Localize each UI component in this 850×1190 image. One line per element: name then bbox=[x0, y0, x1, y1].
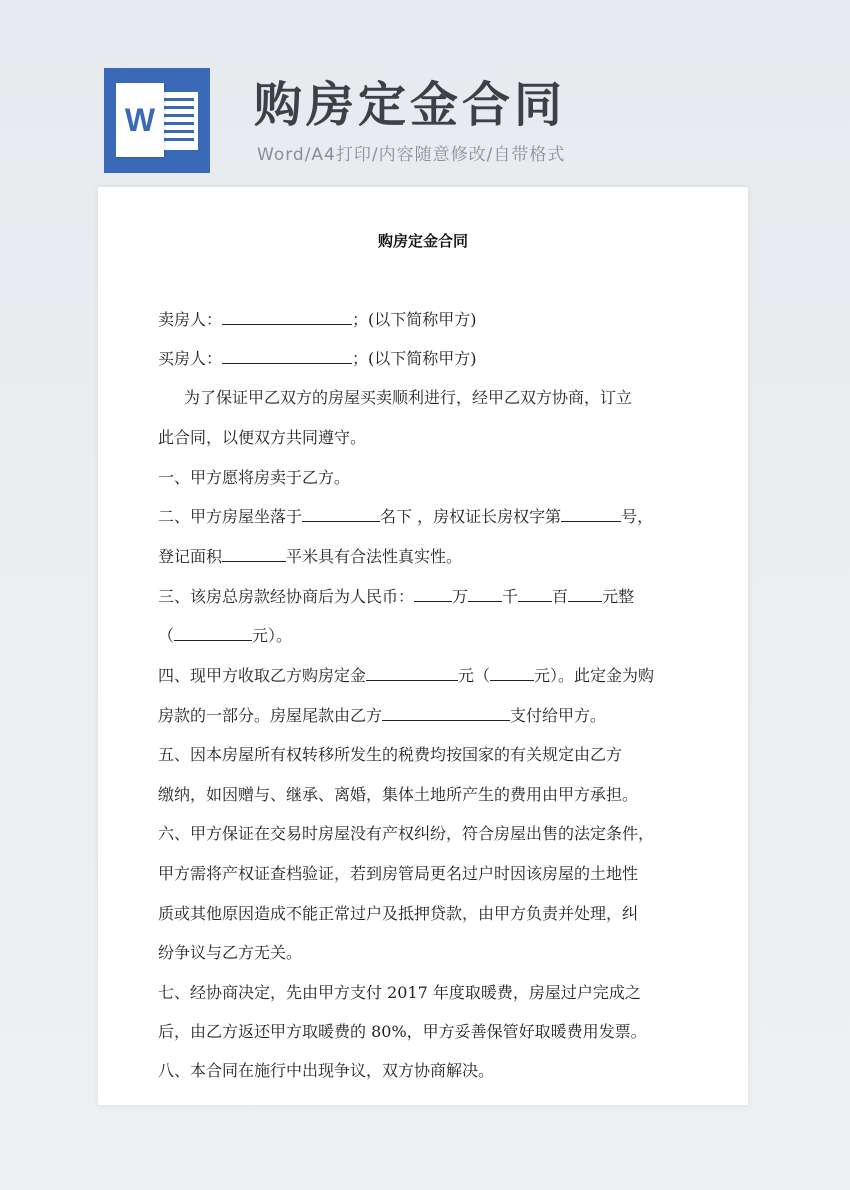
clause-6-line-1: 六、甲方保证在交易时房屋没有产权纠纷，符合房屋出售的法定条件， bbox=[158, 824, 655, 843]
amount-qian-blank bbox=[468, 585, 502, 602]
clause-2-text-d: 登记面积 bbox=[158, 547, 223, 566]
clause-4-line-1 bbox=[158, 664, 654, 688]
clause-3-paren-open: （ bbox=[158, 626, 175, 645]
clause-3-qian: 千 bbox=[502, 587, 519, 606]
buyer-label: 买房人： bbox=[158, 349, 223, 368]
clause-3-paren-close: 元）。 bbox=[252, 626, 293, 645]
clause-1: 一、甲方愿将房卖于乙方。 bbox=[158, 468, 351, 487]
clause-2-line-2 bbox=[158, 545, 462, 569]
area-blank bbox=[222, 545, 286, 562]
clause-4-text-e: 支付给甲方。 bbox=[510, 706, 607, 725]
location-blank bbox=[302, 505, 380, 522]
clause-4-line-2 bbox=[158, 704, 606, 728]
buyer-suffix: ；(以下简称甲方) bbox=[352, 349, 477, 368]
clause-7-line-1: 七、经协商决定，先由甲方支付 2017 年度取暖费，房屋过户完成之 bbox=[158, 983, 641, 1002]
deposit-amount-blank bbox=[366, 664, 458, 681]
clause-7-line-2: 后，由乙方返还甲方取暖费的 80%，甲方妥善保管好取暖费用发票。 bbox=[158, 1022, 647, 1041]
clause-4-text-a: 四、现甲方收取乙方购房定金 bbox=[158, 666, 367, 685]
seller-label: 卖房人： bbox=[158, 310, 223, 329]
amount-yuan-blank bbox=[568, 585, 602, 602]
clause-4-text-c: 元）。此定金为购 bbox=[534, 666, 655, 685]
clause-3-bai: 百 bbox=[552, 587, 569, 606]
buyer-line bbox=[158, 347, 477, 371]
clause-2-text-e: 平米具有合法性真实性。 bbox=[286, 547, 463, 566]
balance-payment-blank bbox=[382, 704, 510, 721]
amount-bai-blank bbox=[518, 585, 552, 602]
seller-line bbox=[158, 308, 477, 332]
clause-6-line-3: 质或其他原因造成不能正常过户及抵押贷款，由甲方负责并处理，纠 bbox=[158, 904, 639, 923]
seller-name-blank bbox=[222, 308, 352, 325]
preamble-line-1: 为了保证甲乙双方的房屋买卖顺利进行，经甲乙双方协商，订立 bbox=[184, 388, 633, 407]
clause-2-text-b: 名下 ，房权证长房权字第 bbox=[380, 507, 562, 526]
word-logo-letter: W bbox=[124, 102, 156, 138]
clause-3-yuan: 元整 bbox=[602, 587, 635, 606]
banner-title: 购房定金合同 bbox=[254, 77, 567, 133]
clause-8: 八、本合同在施行中出现争议，双方协商解决。 bbox=[158, 1061, 495, 1080]
preamble-line-2: 此合同，以便双方共同遵守。 bbox=[158, 428, 367, 447]
clause-5-line-2: 缴纳，如因赠与、继承、离婚，集体土地所产生的费用由甲方承担。 bbox=[158, 785, 639, 804]
buyer-name-blank bbox=[222, 347, 352, 364]
clause-3-wan: 万 bbox=[452, 587, 469, 606]
word-logo-icon bbox=[104, 68, 210, 173]
clause-2-text-c: 号， bbox=[621, 507, 654, 526]
clause-4-text-d: 房款的一部分。房屋尾款由乙方 bbox=[158, 706, 383, 725]
certificate-number-blank bbox=[561, 505, 621, 522]
seller-suffix: ；(以下简称甲方) bbox=[352, 310, 477, 329]
document-title: 购房定金合同 bbox=[377, 232, 468, 250]
clause-5-line-1: 五、因本房屋所有权转移所发生的税费均按国家的有关规定由乙方 bbox=[158, 745, 623, 764]
amount-numeric-blank bbox=[174, 624, 252, 641]
clause-3-line-1 bbox=[158, 585, 634, 609]
amount-wan-blank bbox=[414, 585, 452, 602]
clause-4-text-b: 元（ bbox=[458, 666, 491, 685]
document-page bbox=[98, 187, 748, 1105]
clause-3-text-a: 三、该房总房款经协商后为人民币： bbox=[158, 587, 415, 606]
clause-6-line-2: 甲方需将产权证查档验证，若到房管局更名过户时因该房屋的土地性 bbox=[158, 864, 639, 883]
clause-2-line-1 bbox=[158, 505, 653, 529]
clause-2-text-a: 二、甲方房屋坐落于 bbox=[158, 507, 303, 526]
deposit-numeric-blank bbox=[490, 664, 534, 681]
banner-subtitle: Word/A4打印/内容随意修改/自带格式 bbox=[257, 145, 566, 165]
clause-6-line-4: 纷争议与乙方无关。 bbox=[158, 943, 303, 962]
clause-3-line-2 bbox=[158, 624, 292, 648]
